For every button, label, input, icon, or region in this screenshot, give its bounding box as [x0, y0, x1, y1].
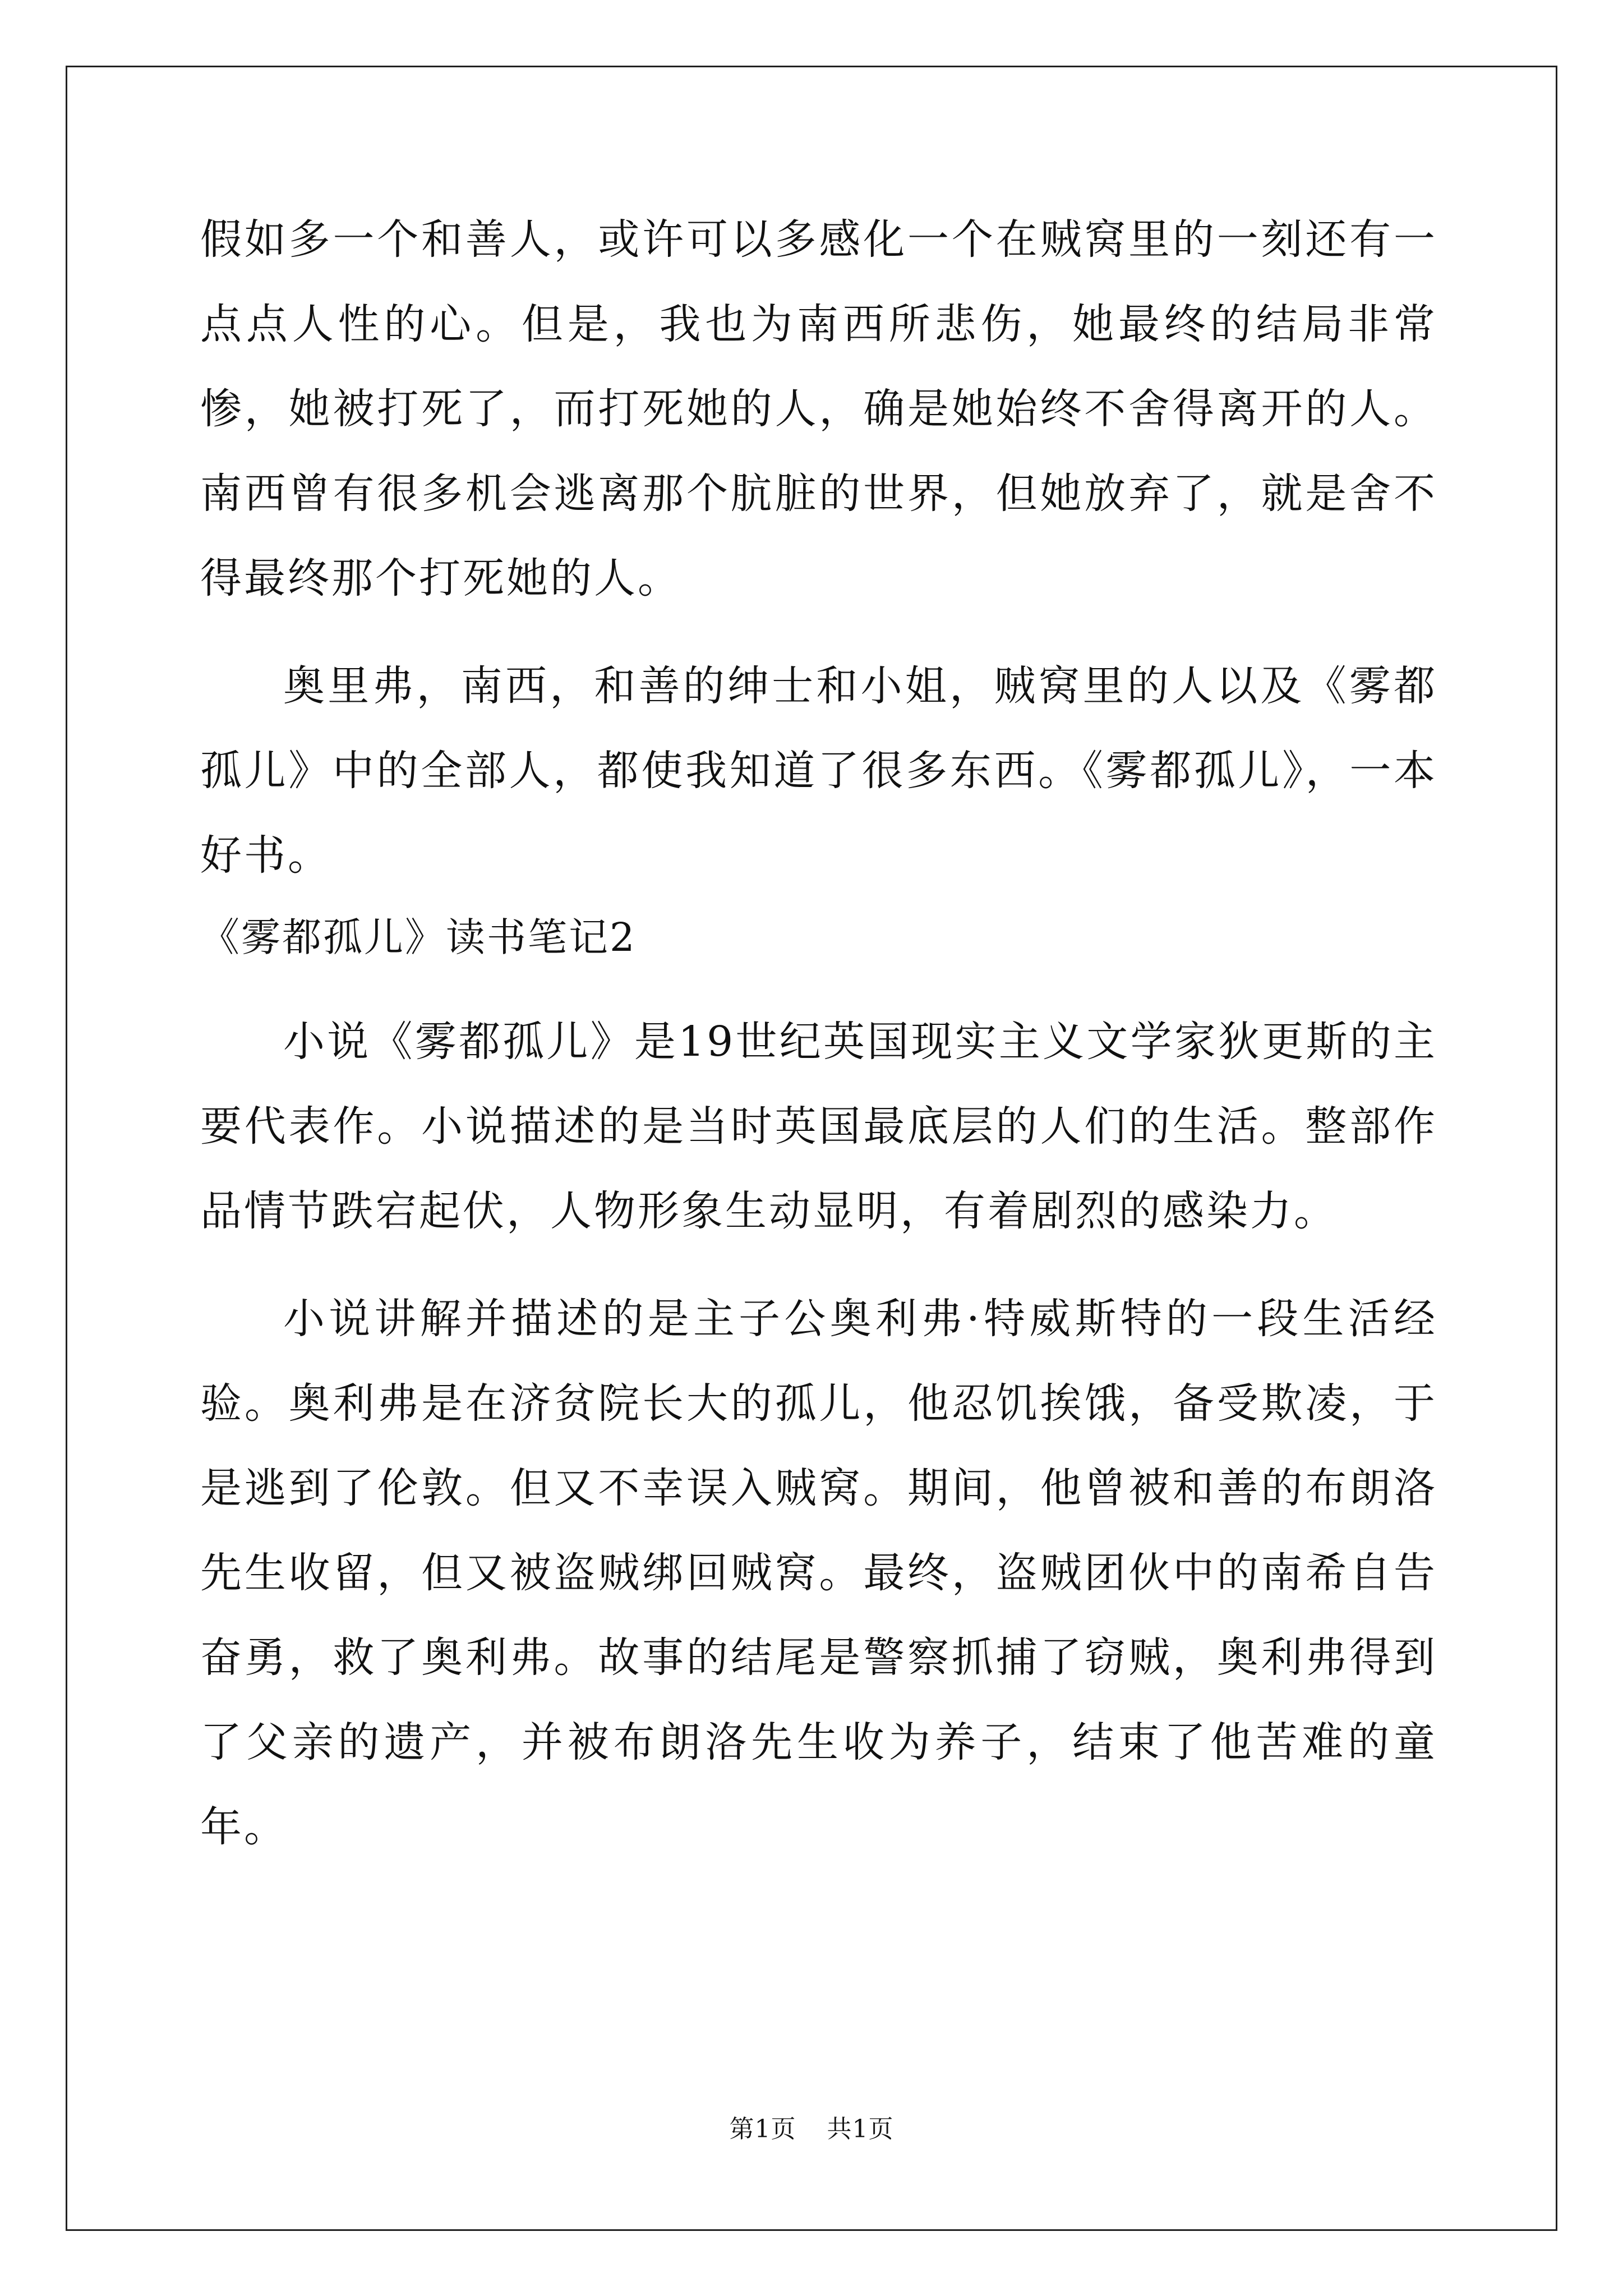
paragraph: 小说讲解并描述的是主子公奥利弗·特威斯特的一段生活经验。奥利弗是在济贫院长大的孤儿，他忍饥挨饿，备受欺凌，于是逃到了伦敦。但又不幸误入贼窝。期间，他曾被和善的布朗洛先生收留，但又被盗贼绑回贼窝。最终，盗贼团伙中的南希自告奋勇，救了奥利弗。故事的结尾是警察抓捕了窃贼，奥利弗得到了父亲的遗产，并被布朗洛先生收为养子，结束了他苦难的童年。	[200, 1295, 1437, 1851]
page-total: 共1页	[827, 2115, 894, 2143]
page-number: 第1页	[729, 2115, 796, 2143]
document-body	[200, 197, 1437, 1870]
paragraph: 小说《雾都孤儿》是19世纪英国现实主义文学家狄更斯的主要代表作。小说描述的是当时英国最底层的人们的生活。整部作品情节跌宕起伏，人物形象生动显明，有着剧烈的感染力。	[200, 1018, 1437, 1235]
page-footer	[0, 2114, 1623, 2145]
paragraph: 奥里弗，南西，和善的绅士和小姐，贼窝里的人以及《雾都孤儿》中的全部人，都使我知道了很多东西。《雾都孤儿》，一本好书。	[200, 662, 1437, 880]
section-heading: 《雾都孤儿》读书笔记2	[200, 914, 637, 960]
paragraph-continuation: 假如多一个和善人，或许可以多感化一个在贼窝里的一刻还有一点点人性的心。但是，我也为南西所悲伤，她最终的结局非常惨，她被打死了，而打死她的人，确是她始终不舍得离开的人。南西曾有很多机会逃离那个肮脏的世界，但她放弃了，就是舍不得最终那个打死她的人。	[200, 215, 1437, 602]
